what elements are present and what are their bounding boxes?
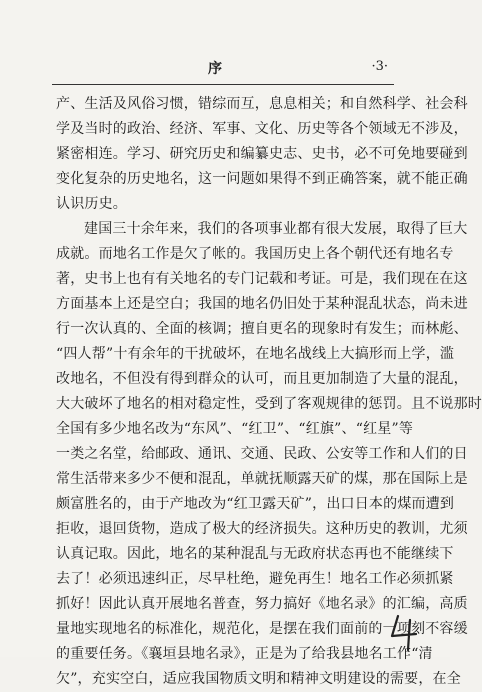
text-line: 成就。而地名工作是欠了帐的。我国历史上各个朝代还有地名专 [56, 246, 454, 262]
text-line: 建国三十余年来，我们的各项事业都有很大发展，取得了巨大 [84, 221, 468, 237]
text-line: 欠”，充实空白，适应我国物质文明和精神文明建设的需要，在全 [56, 671, 461, 687]
text-line: 量地实现地名的标准化，规范化，是摆在我们面前的一项刻不容缓 [56, 621, 468, 637]
text-line: 行一次认真的、全面的核调；擅自更名的现象时有发生；而林彪、 [56, 321, 468, 337]
header-divider [52, 84, 394, 85]
text-line: 认真记取。因此，地名的某种混乱与无政府状态再也不能继续下 [56, 546, 454, 562]
text-line: 全国有多少地名改为“东风”、“红卫”、“红旗”、“红星”等 [56, 421, 414, 437]
page-number: ·3· [371, 59, 388, 74]
text-line: 著，史书上也有有关地名的专门记载和考证。可是，我们现在在这 [56, 271, 468, 287]
text-line: 一类之名堂，给邮政、通讯、交通、民政、公安等工作和人们的日 [56, 446, 468, 462]
text-line: 认识历史。 [56, 196, 127, 212]
text-line: 学及当时的政治、经济、军事、文化、历史等各个领域无不涉及， [56, 121, 468, 137]
text-line: 改地名，不但没有得到群众的认可，而且更加制造了大量的混乱， [56, 371, 468, 387]
page-header [52, 58, 392, 80]
handwritten-mark [386, 612, 422, 652]
text-line: 颇富胜名的，由于产地改为“红卫露天矿”，出口日本的煤而遭到 [56, 496, 455, 512]
text-line: 变化复杂的历史地名，这一问题如果得不到正确答案，就不能正确 [56, 171, 468, 187]
header-title: 序 [208, 61, 223, 77]
text-line: 去了！必须迅速纠正，尽早杜绝，避免再生！地名工作必须抓紧 [56, 571, 454, 587]
text-line: 的重要任务。《襄垣县地名录》，正是为了给我县地名工作“清 [56, 646, 433, 662]
text-line: 拒收，退回货物，造成了极大的经济损失。这种历史的教训，尤须 [56, 521, 468, 537]
text-line: 紧密相连。学习、研究历史和编纂史志、史书，必不可免地要碰到 [56, 146, 468, 162]
text-line: 抓好！因此认真开展地名普查，努力搞好《地名录》的汇编，高质 [56, 596, 468, 612]
body-text [56, 92, 482, 692]
text-line: “四人帮”十有余年的干扰破坏，在地名战线上大搞形而上学，滥 [56, 346, 455, 362]
text-line: 产、生活及风俗习惯，错综而互，息息相关；和自然科学、社会科 [56, 96, 468, 112]
text-line: 常生活带来多少不便和混乱，单就抚顺露天矿的煤，那在国际上是 [56, 471, 468, 487]
text-line: 大大破坏了地名的相对稳定性，受到了客观规律的惩罚。且不说那时 [56, 396, 482, 412]
text-line: 方面基本上还是空白；我国的地名仍旧处于某种混乱状态，尚未进 [56, 296, 468, 312]
